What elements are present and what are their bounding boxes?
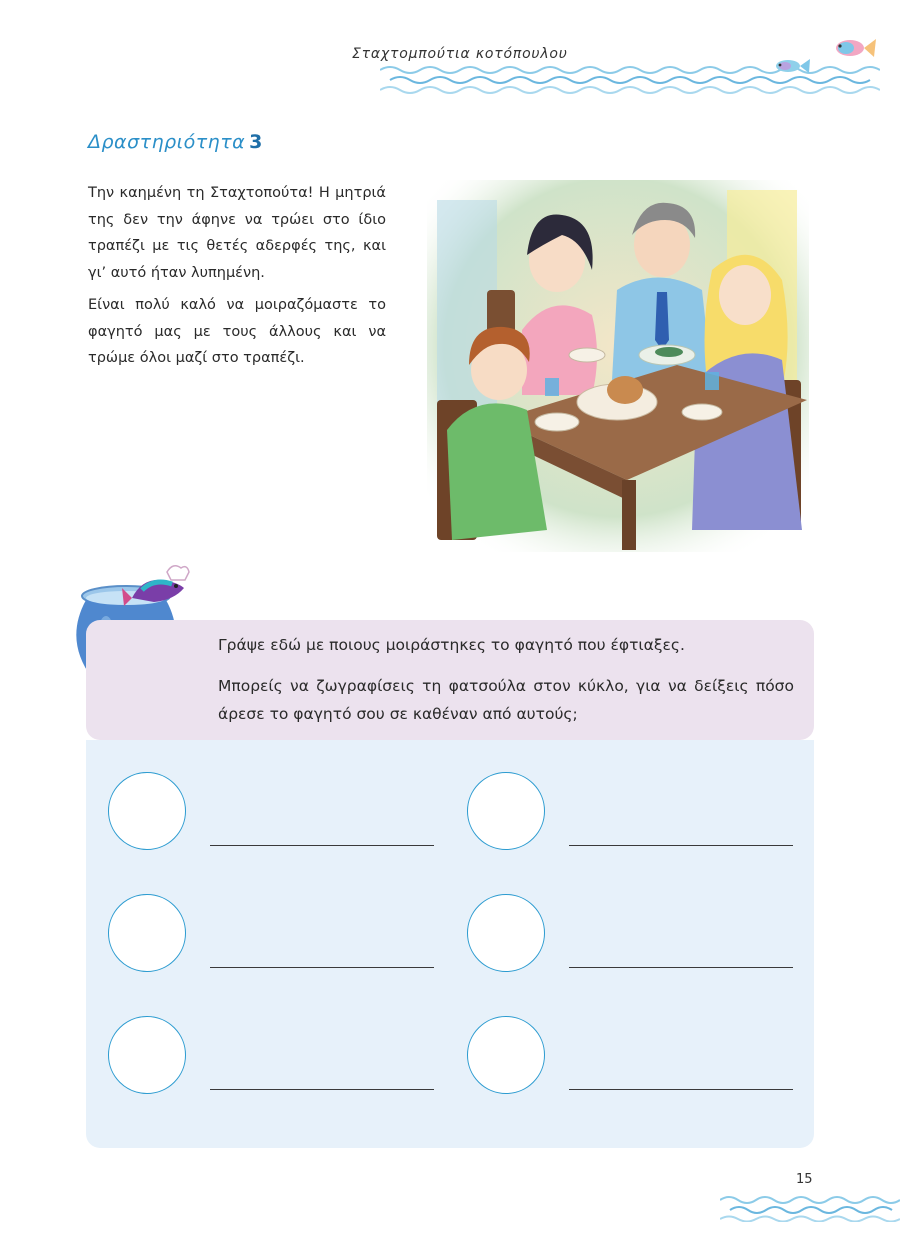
answer-area bbox=[86, 740, 814, 1148]
name-answer-line[interactable] bbox=[210, 845, 434, 846]
name-answer-line[interactable] bbox=[569, 967, 793, 968]
footer-waves-decoration bbox=[720, 1192, 900, 1222]
family-dinner-illustration bbox=[427, 180, 809, 552]
activity-title bbox=[88, 131, 263, 153]
name-answer-line[interactable] bbox=[569, 845, 793, 846]
activity-label: Δραστηριότητα bbox=[88, 131, 246, 153]
activity-number: 3 bbox=[249, 131, 263, 153]
face-drawing-circle[interactable] bbox=[467, 1016, 545, 1094]
face-drawing-circle[interactable] bbox=[467, 894, 545, 972]
name-answer-line[interactable] bbox=[210, 967, 434, 968]
instruction-write-names: Γράψε εδώ με ποιους μοιράστηκες το φαγητό που έφτιαξες. bbox=[218, 636, 685, 654]
story-text bbox=[88, 180, 386, 378]
name-answer-line[interactable] bbox=[569, 1089, 793, 1090]
name-answer-line[interactable] bbox=[210, 1089, 434, 1090]
face-drawing-circle[interactable] bbox=[108, 894, 186, 972]
page-number: 15 bbox=[796, 1172, 813, 1187]
running-header-title: Σταχτομπούτια κοτόπουλου bbox=[352, 46, 568, 62]
face-drawing-circle[interactable] bbox=[467, 772, 545, 850]
story-paragraph-1: Την καημένη τη Σταχτοπούτα! Η μητριά της δεν την άφηνε να τρώει στο ίδιο τραπέζι με τις θετές αδερφές της, και γι’ αυτό ήταν λυπημένη. bbox=[88, 185, 386, 281]
story-paragraph-2: Είναι πολύ καλό να μοιραζόμαστε το φαγητό μας με τους άλλους και να τρώμε όλοι μαζί στο τραπέζι. bbox=[88, 297, 386, 366]
instruction-draw-faces: Μπορείς να ζωγραφίσεις τη φατσούλα στον κύκλο, για να δείξεις πόσο άρεσε το φαγητό σου σε καθέναν από αυτούς; bbox=[218, 677, 794, 723]
face-drawing-circle[interactable] bbox=[108, 772, 186, 850]
fish-icon bbox=[768, 36, 888, 81]
face-drawing-circle[interactable] bbox=[108, 1016, 186, 1094]
